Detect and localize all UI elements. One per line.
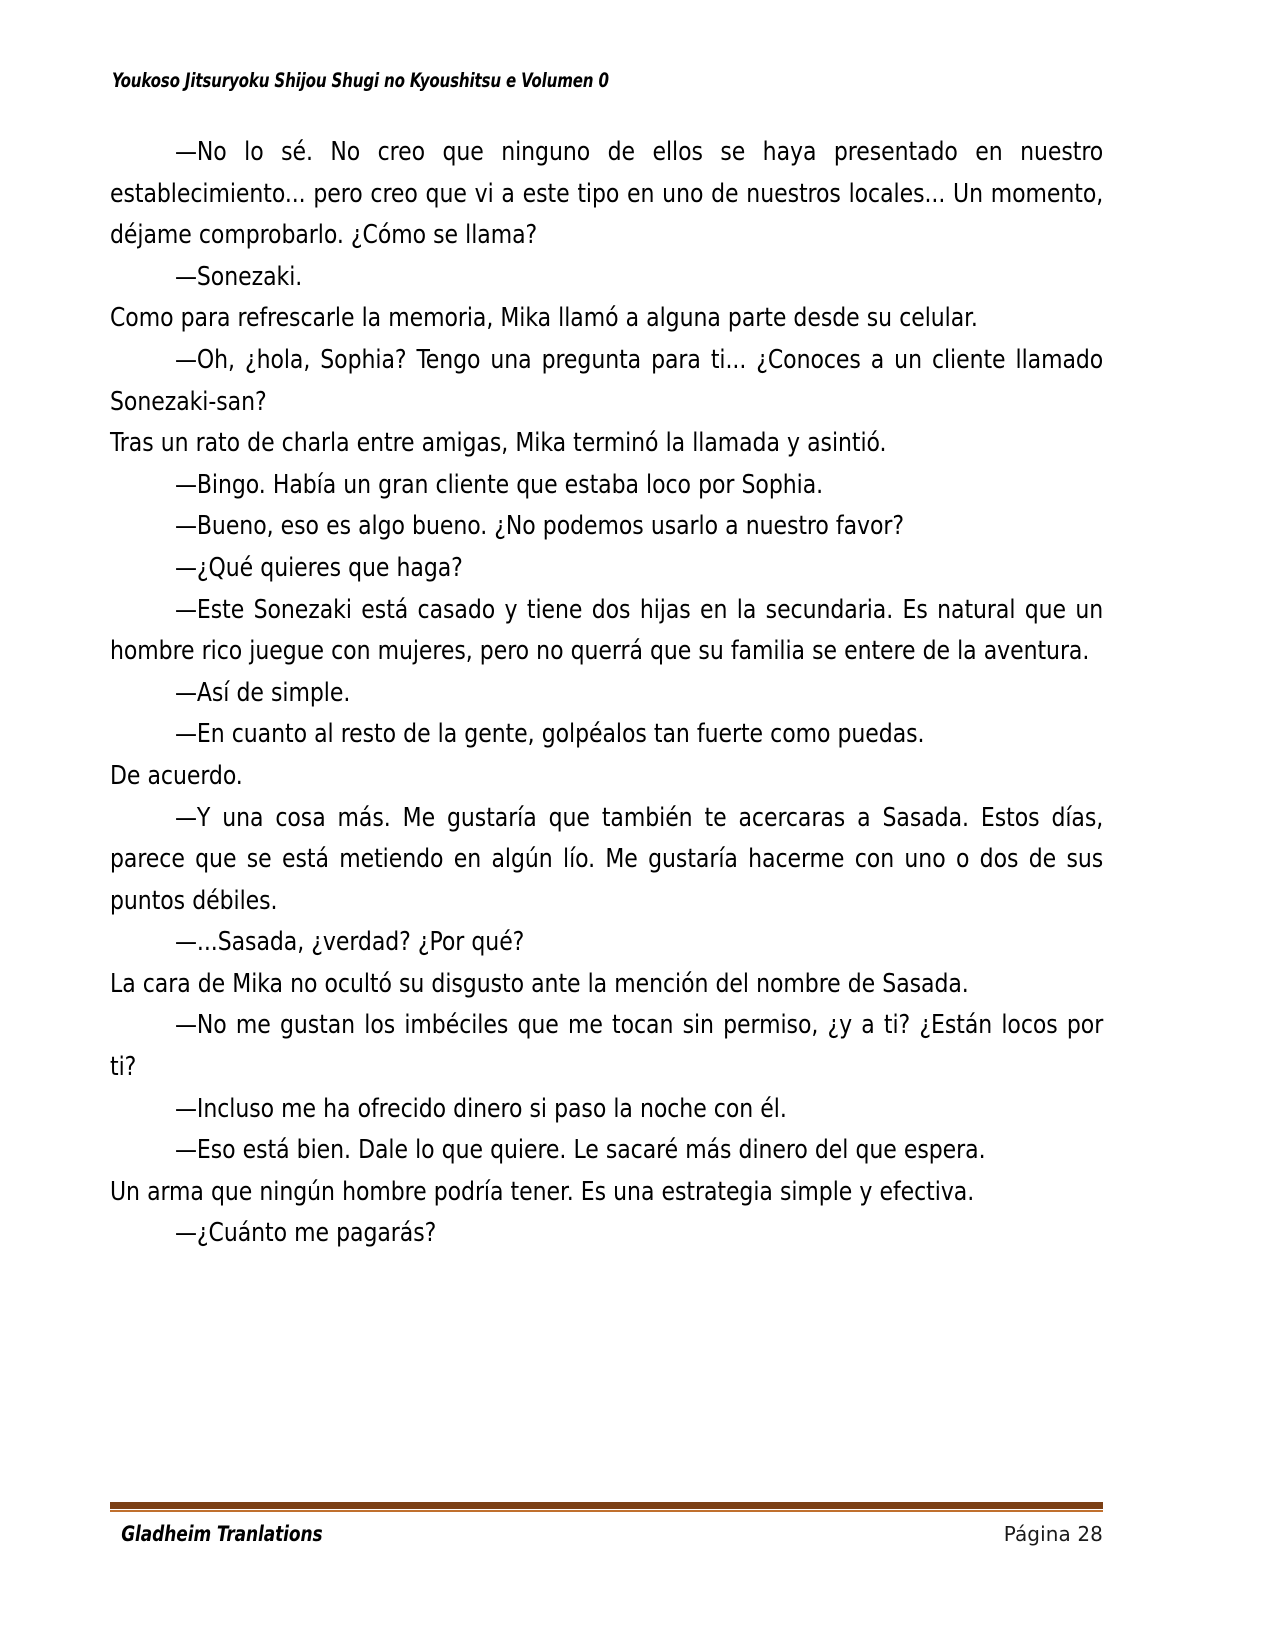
footer-divider xyxy=(110,1502,1103,1511)
body-paragraph: —No lo sé. No creo que ninguno de ellos se haya presentado en nuestro establecimiento... pero creo que vi a este tipo en uno de nuestros locales... Un momento, déjame comprobarlo. ¿Cómo se llama? xyxy=(110,137,1104,251)
body-paragraph: La cara de Mika no ocultó su disgusto ante la mención del nombre de Sasada. xyxy=(110,968,969,999)
footer-page-number: Página 28 xyxy=(1003,1522,1103,1546)
page-header xyxy=(112,68,1102,98)
body-paragraph: —Este Sonezaki está casado y tiene dos hijas en la secundaria. Es natural que un hombre rico juegue con mujeres, pero no querrá que su familia se entere de la aventura. xyxy=(110,594,1104,667)
footer-rule-thick xyxy=(110,1502,1103,1509)
header-title: Youkoso Jitsuryoku Shijou Shugi no Kyoushitsu e Volumen 0 xyxy=(112,69,609,92)
body-paragraph: Como para refrescarle la memoria, Mika llamó a alguna parte desde su celular. xyxy=(110,303,978,334)
page-footer xyxy=(110,1502,1103,1548)
body-paragraph: —Así de simple. xyxy=(174,677,351,708)
body-paragraph: Tras un rato de charla entre amigas, Mika terminó la llamada y asintió. xyxy=(110,428,887,459)
body-paragraph: —¿Cuánto me pagarás? xyxy=(174,1218,437,1249)
body-paragraph: —Incluso me ha ofrecido dinero si paso la noche con él. xyxy=(174,1093,787,1124)
body-paragraph: —Sonezaki. xyxy=(174,261,303,292)
footer-credit: Gladheim Tranlations xyxy=(121,1522,323,1546)
body-paragraph: —En cuanto al resto de la gente, golpéalos tan fuerte como puedas. xyxy=(174,719,925,750)
body-paragraph: —No me gustan los imbéciles que me tocan sin permiso, ¿y a ti? ¿Están locos por ti? xyxy=(110,1010,1104,1083)
body-paragraph: —...Sasada, ¿verdad? ¿Por qué? xyxy=(174,927,525,958)
body-paragraph: Un arma que ningún hombre podría tener. Es una estrategia simple y efectiva. xyxy=(110,1176,975,1207)
footer-rule-thin xyxy=(110,1510,1103,1512)
body-paragraph: —Bueno, eso es algo bueno. ¿No podemos usarlo a nuestro favor? xyxy=(174,511,905,542)
body-paragraph: —Eso está bien. Dale lo que quiere. Le sacaré más dinero del que espera. xyxy=(174,1135,986,1166)
body-paragraph: —Y una cosa más. Me gustaría que también te acercaras a Sasada. Estos días, parece que se está metiendo en algún lío. Me gustaría hacerme con uno o dos de sus puntos débiles. xyxy=(110,802,1104,916)
footer-row xyxy=(110,1520,1103,1548)
page-body xyxy=(110,132,1103,1255)
body-paragraph: —¿Qué quieres que haga? xyxy=(174,552,463,583)
body-paragraph: —Bingo. Había un gran cliente que estaba loco por Sophia. xyxy=(174,469,824,500)
body-paragraph: De acuerdo. xyxy=(110,760,243,791)
body-paragraph: —Oh, ¿hola, Sophia? Tengo una pregunta para ti... ¿Conoces a un cliente llamado Sonezaki-san? xyxy=(110,344,1104,417)
